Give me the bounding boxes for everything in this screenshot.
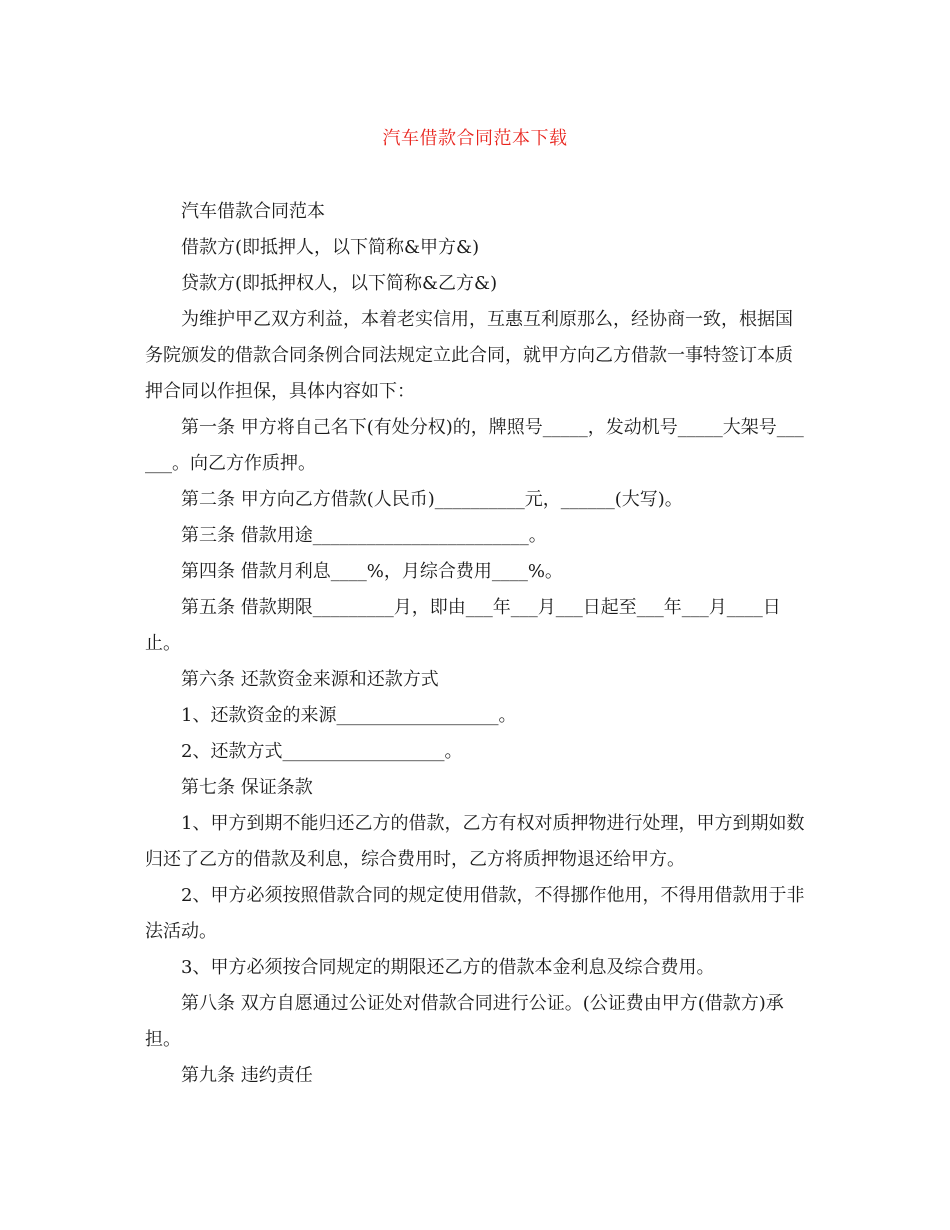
article-7-item-3: 3、甲方必须按合同规定的期限还乙方的借款本金利息及综合费用。 xyxy=(181,957,715,978)
article-7-item-2: 2、甲方必须按照借款合同的规定使用借款，不得挪作他用，不得用借款用于非法活动。 xyxy=(145,885,805,942)
document-title: 汽车借款合同范本下载 xyxy=(382,128,568,149)
article-6-item-2: 2、还款方式__________________。 xyxy=(181,741,463,762)
lender-paragraph: 贷款方(即抵押权人，以下简称&乙方&) xyxy=(181,273,498,294)
article-7-heading: 第七条 保证条款 xyxy=(181,777,313,798)
article-5-paragraph: 第五条 借款期限_________月，即由___年___月___日起至___年___月____日止。 xyxy=(145,597,781,654)
article-4-paragraph: 第四条 借款月利息____%，月综合费用____%。 xyxy=(181,561,563,582)
article-6-item-1: 1、还款资金的来源__________________。 xyxy=(181,705,517,726)
article-6-heading: 第六条 还款资金来源和还款方式 xyxy=(181,669,439,690)
article-8-paragraph: 第八条 双方自愿通过公证处对借款合同进行公证。(公证费由甲方(借款方)承担。 xyxy=(145,993,784,1050)
article-9-heading: 第九条 违约责任 xyxy=(181,1065,313,1086)
article-1-paragraph: 第一条 甲方将自己名下(有处分权)的，牌照号_____，发动机号_____大架号______。向乙方作质押。 xyxy=(145,417,804,474)
article-3-paragraph: 第三条 借款用途________________________。 xyxy=(181,525,547,546)
borrower-paragraph: 借款方(即抵押人，以下简称&甲方&) xyxy=(181,237,480,258)
article-7-item-1: 1、甲方到期不能归还乙方的借款，乙方有权对质押物进行处理，甲方到期如数归还了乙方的借款及利息，综合费用时，乙方将质押物退还给甲方。 xyxy=(145,813,805,870)
document-body xyxy=(145,194,805,1094)
preamble-paragraph: 为维护甲乙双方利益，本着老实信用，互惠互利原那么，经协商一致，根据国务院颁发的借款合同条例合同法规定立此合同，就甲方向乙方借款一事特签订本质押合同以作担保，具体内容如下： xyxy=(145,309,793,402)
subtitle-paragraph: 汽车借款合同范本 xyxy=(181,201,325,222)
article-2-paragraph: 第二条 甲方向乙方借款(人民币)__________元，______(大写)。 xyxy=(181,489,683,510)
